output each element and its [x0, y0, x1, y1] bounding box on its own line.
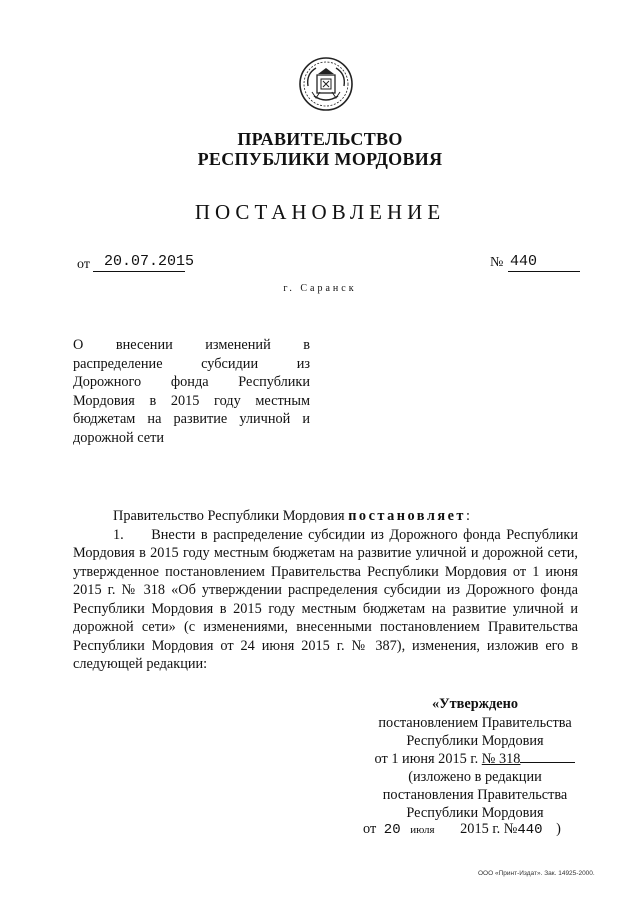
approval-line-5: (изложено в редакции	[408, 769, 542, 785]
approval-close-paren: )	[556, 821, 561, 837]
approval-year: 2015 г. №	[460, 821, 518, 837]
number-label: №	[490, 255, 504, 270]
approval-day: 20	[383, 822, 401, 838]
approval-title: «Утверждено	[431, 696, 518, 712]
decree-subject: О внесении изменений в распределение субсидии из Дорожного фонда Республики Мордовия в 2015 году местным бюджетам на развитие уличной и дорожной сети	[73, 337, 310, 446]
approval-line-4-date: от 1 июня 2015 г.	[374, 751, 482, 767]
decree-date: 20.07.2015	[104, 253, 195, 270]
item-1-paragraph	[73, 526, 578, 674]
city-name: г. Саранск	[283, 283, 357, 294]
approval-line-2: постановлением Правительства	[378, 715, 572, 731]
intro-verb: постановляет	[348, 508, 466, 524]
intro-text: Правительство Республики Мордовия	[113, 508, 345, 524]
approval-month: июля	[410, 824, 435, 836]
date-label: от	[77, 257, 90, 272]
approval-number: 440	[517, 822, 543, 838]
document-type-title: ПОСТАНОВЛЕНИЕ	[194, 200, 446, 224]
printer-footer: ООО «Принт-Издат». Зак. 14925-2000.	[478, 870, 595, 877]
approval-original-number: № 318	[481, 751, 521, 767]
government-name-line2: РЕСПУБЛИКИ МОРДОВИЯ	[197, 149, 443, 169]
approval-line-7: Республики Мордовия	[406, 805, 544, 821]
number-underline	[508, 271, 580, 272]
approval-from-label: от	[363, 821, 377, 837]
item-1-number: 1.	[113, 526, 124, 543]
approval-line-3: Республики Мордовия	[406, 733, 544, 749]
decree-number: 440	[510, 253, 538, 270]
approval-line-4	[360, 750, 590, 769]
approval-line-6: постановления Правительства	[382, 787, 568, 803]
date-underline	[93, 271, 185, 272]
decree-body	[73, 507, 578, 674]
coat-of-arms-emblem	[298, 56, 354, 112]
intro-colon: :	[465, 508, 470, 524]
item-1-text: Внести в распределение субсидии из Дорожного фонда Республики Мордовия в 2015 году местным бюджетам на развитие уличной и дорожной сети, утвержденное постановлением Правительства Республики Мордовия от 1 июня 2015 г. № 318 «Об утверждении распределения субсидии из Дорожного фонда Республики Мордовия в 2015 году местным бюджетам на развитие уличной и дорожной сети» (с изменениями, внесенными постановлением Правительства Республики Мордовия от 24 июня 2015 г. № 387), изменения, изложив его в следующей редакции:	[73, 526, 578, 672]
government-name-line1: ПРАВИТЕЛЬСТВО	[237, 129, 403, 149]
approval-line-8	[363, 821, 583, 838]
intro-paragraph	[73, 507, 578, 526]
